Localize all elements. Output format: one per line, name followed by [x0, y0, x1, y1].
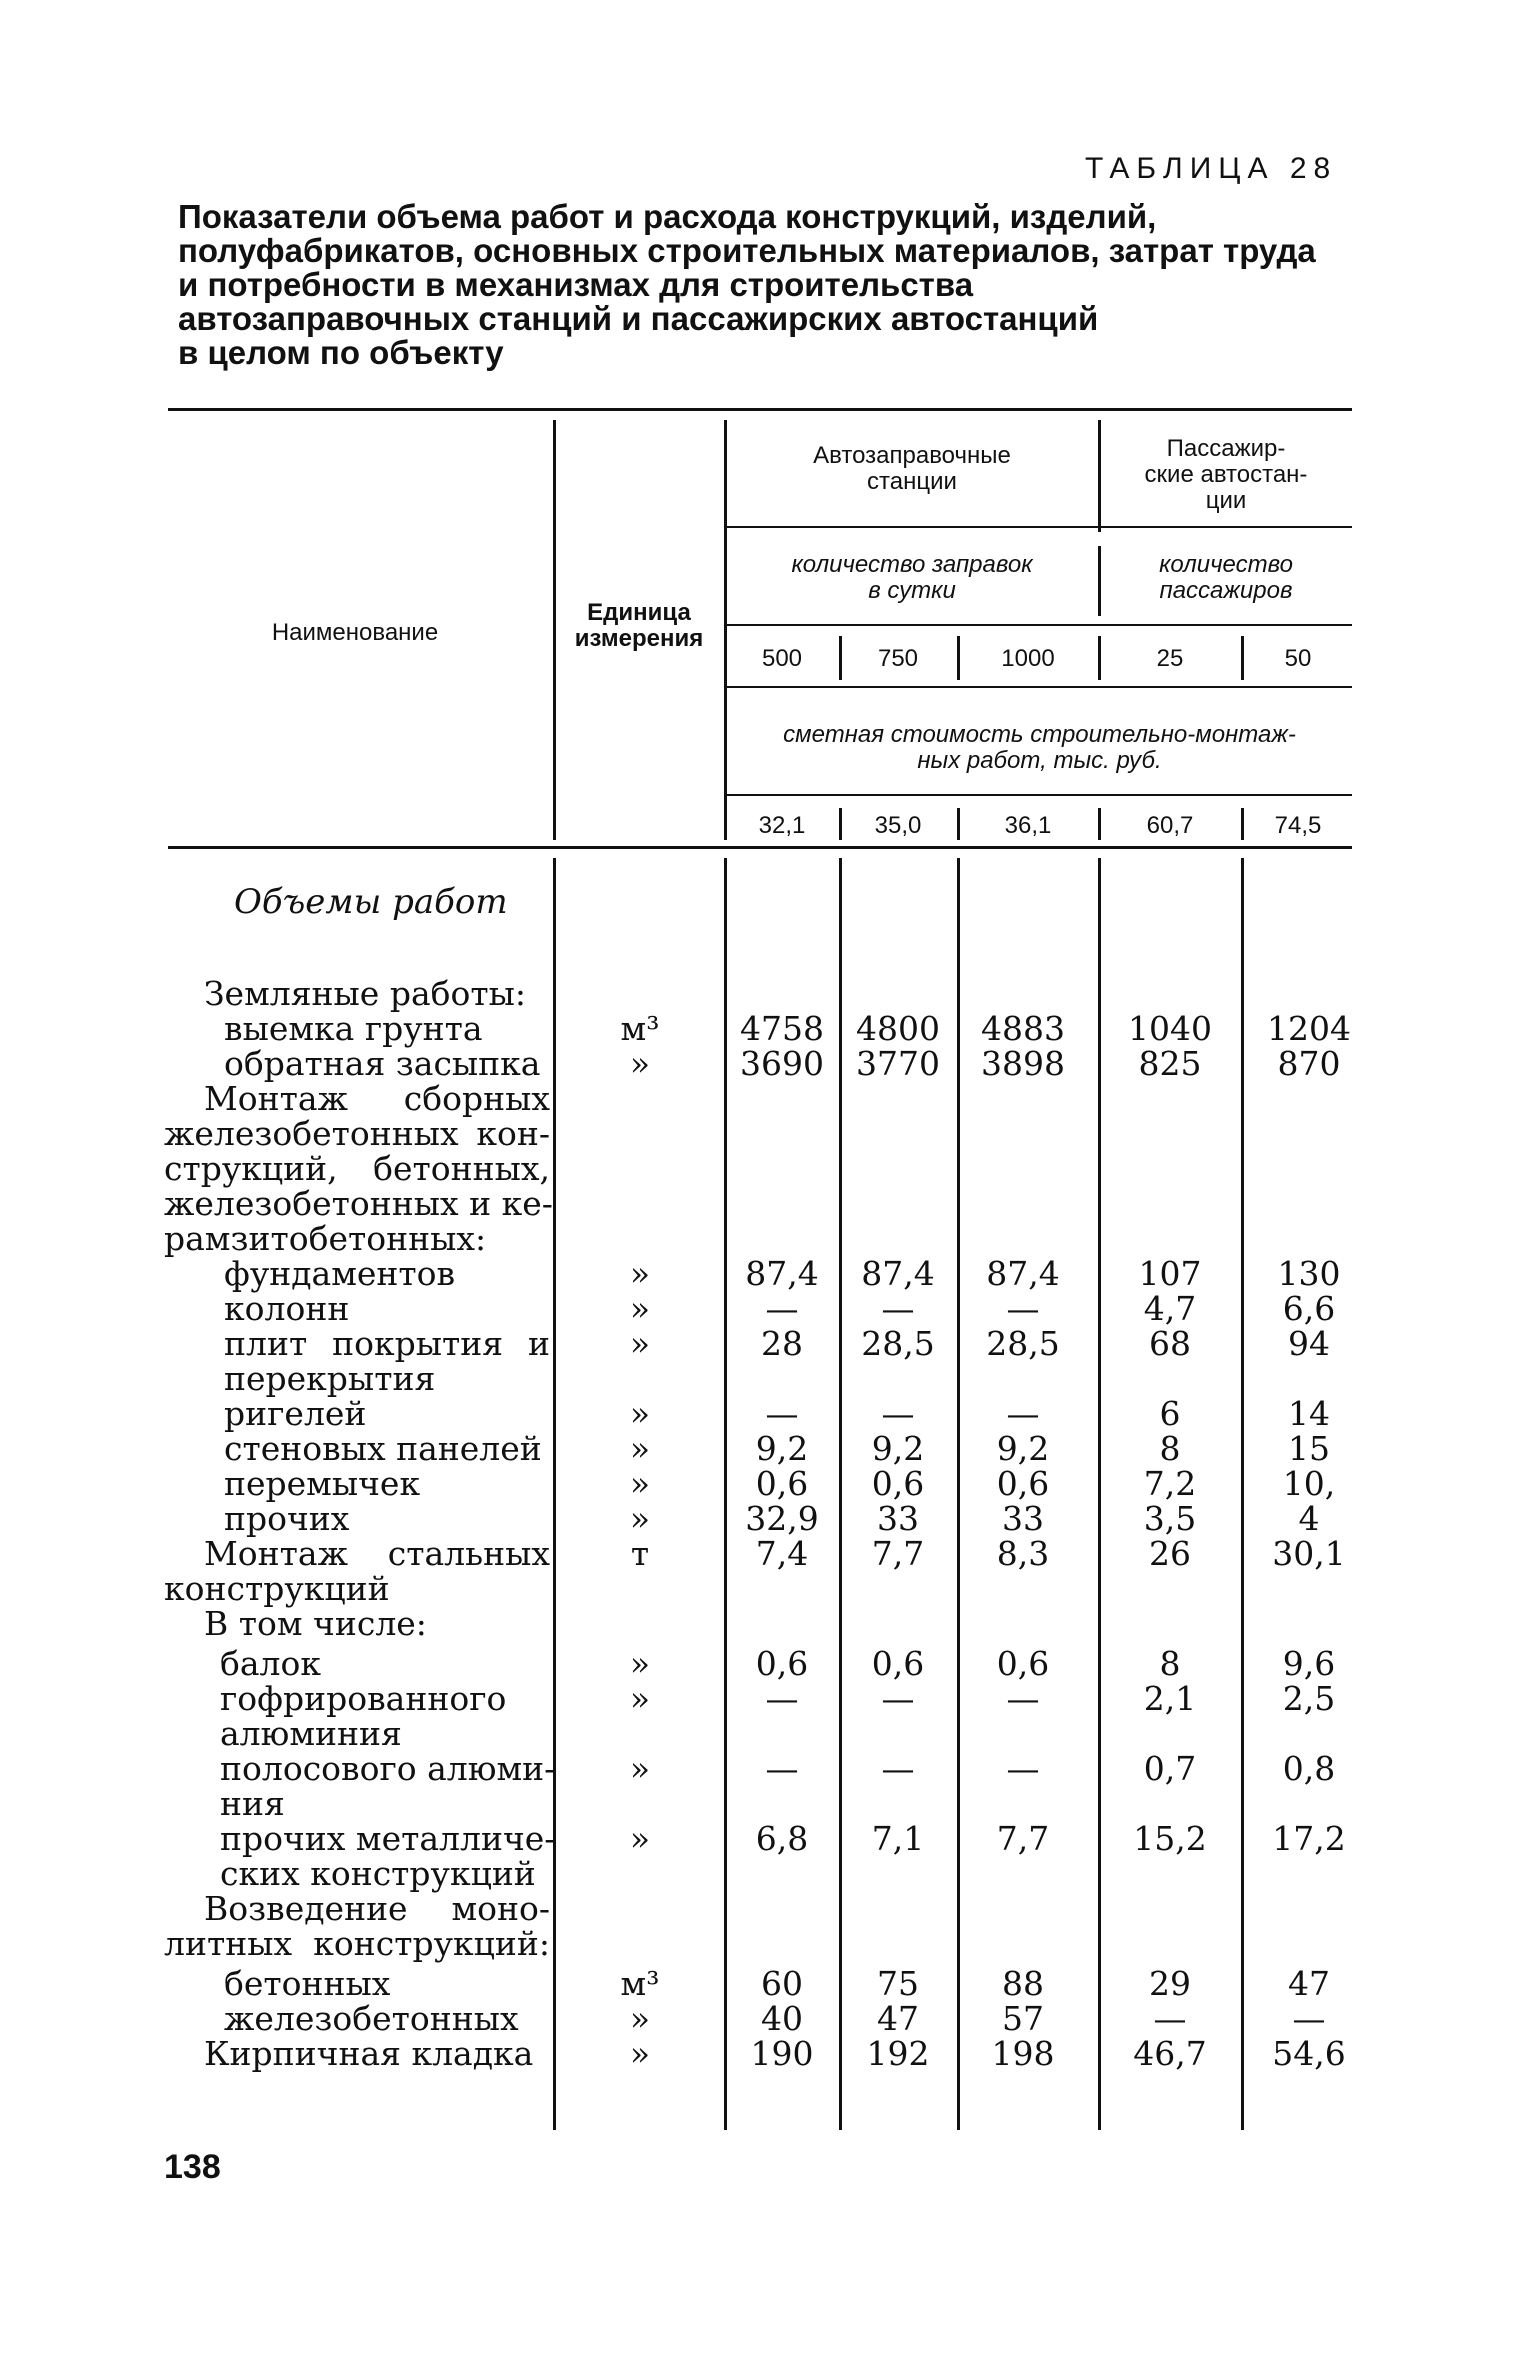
row-value: 198	[991, 2034, 1055, 2073]
table-row	[0, 1151, 1535, 1187]
row-unit: »	[629, 1819, 651, 1858]
header-sub-line: количество заправок	[791, 551, 1033, 578]
row-value: —	[765, 1679, 799, 1718]
row-value: 28	[761, 1324, 803, 1363]
header-cost-500: 32,1	[758, 812, 806, 839]
table-row	[0, 1501, 1535, 1537]
row-value: 0,8	[1282, 1749, 1336, 1788]
row-value: —	[1006, 1679, 1040, 1718]
row-unit: »	[629, 1289, 651, 1328]
table-row	[0, 1536, 1535, 1572]
row-name: прочих металличе-	[220, 1819, 556, 1858]
header-sub-line: в сутки	[868, 577, 956, 604]
table-row	[0, 1966, 1535, 2002]
page-number: 138	[164, 2148, 221, 2186]
row-value: 9,2	[996, 1429, 1050, 1468]
header-rule-2	[727, 624, 1352, 626]
row-name: железобетонных	[224, 1999, 519, 2038]
row-value: 4,7	[1143, 1289, 1197, 1328]
row-value: 54,6	[1272, 2034, 1346, 2073]
row-name: Монтаж стальных	[204, 1534, 550, 1573]
table-row	[0, 2001, 1535, 2037]
row-value: —	[1153, 1999, 1187, 2038]
row-unit: »	[629, 1499, 651, 1538]
header-unit-line: Единица	[587, 599, 691, 626]
header-size-750: 750	[877, 645, 919, 672]
row-value: 0,6	[996, 1464, 1050, 1503]
row-name: железобетонных кон-	[164, 1114, 550, 1153]
table-row	[0, 1396, 1535, 1432]
row-value: 32,9	[745, 1499, 819, 1538]
row-name: ригелей	[224, 1394, 367, 1433]
table-row	[0, 1751, 1535, 1787]
row-value: 94	[1288, 1324, 1330, 1363]
header-group-line: ские автостан-	[1144, 461, 1308, 488]
row-unit: »	[629, 2034, 651, 2073]
row-value: 9,6	[1282, 1644, 1336, 1683]
row-value: 0,6	[871, 1464, 925, 1503]
row-value: 8	[1159, 1644, 1181, 1683]
row-value: 870	[1277, 1044, 1341, 1083]
table-caption	[178, 200, 1378, 370]
row-value: 57	[1002, 1999, 1044, 2038]
row-value: 107	[1138, 1254, 1202, 1293]
row-name: железобетонных и ке-	[164, 1184, 553, 1223]
header-sub-line: количество	[1159, 551, 1293, 578]
header-size-500: 500	[761, 645, 803, 672]
row-value: 47	[1288, 1964, 1330, 2003]
header-bottom-rule	[168, 846, 1352, 849]
row-value: 33	[877, 1499, 919, 1538]
row-unit: »	[629, 1644, 651, 1683]
row-value: 2,5	[1282, 1679, 1336, 1718]
row-value: 6	[1159, 1394, 1181, 1433]
header-size-25: 25	[1156, 645, 1184, 672]
header-sub-passengers	[1101, 552, 1351, 604]
table-row	[0, 1046, 1535, 1082]
row-value: 9,2	[755, 1429, 809, 1468]
table-row	[0, 1786, 1535, 1822]
row-value: 26	[1149, 1534, 1191, 1573]
row-value: —	[1006, 1394, 1040, 1433]
caption-line: и потребности в механизмах для строительства	[178, 266, 974, 303]
table-top-rule	[168, 408, 1352, 411]
row-name: конструкций	[164, 1569, 390, 1608]
table-row	[0, 1186, 1535, 1222]
row-value: 6,6	[1282, 1289, 1336, 1328]
table-row	[0, 1681, 1535, 1717]
row-name: перекрытия	[224, 1359, 436, 1398]
row-value: 87,4	[745, 1254, 819, 1293]
row-value: 3770	[856, 1044, 940, 1083]
row-value: 7,1	[871, 1819, 925, 1858]
row-value: —	[765, 1394, 799, 1433]
caption-line: полуфабрикатов, основных строительных материалов, затрат труда	[178, 232, 1316, 269]
table-row	[0, 1821, 1535, 1857]
row-unit: м³	[620, 1009, 660, 1048]
header-cost-50: 74,5	[1274, 812, 1322, 839]
row-value: 68	[1149, 1324, 1191, 1363]
header-group-fuel-stations	[727, 443, 1097, 495]
row-value: 3690	[740, 1044, 824, 1083]
header-cost-line: ных работ, тыс. руб.	[917, 747, 1162, 774]
row-value: 192	[866, 2034, 930, 2073]
row-name: гофрированного	[220, 1679, 507, 1718]
row-value: 3898	[981, 1044, 1065, 1083]
row-unit: т	[630, 1534, 650, 1573]
row-value: 17,2	[1272, 1819, 1346, 1858]
row-value: 40	[761, 1999, 803, 2038]
row-value: 0,6	[755, 1464, 809, 1503]
row-value: 47	[877, 1999, 919, 2038]
row-value: 7,7	[871, 1534, 925, 1573]
row-value: 46,7	[1133, 2034, 1207, 2073]
row-value: 0,6	[755, 1644, 809, 1683]
row-value: —	[1292, 1999, 1326, 2038]
row-value: —	[881, 1749, 915, 1788]
row-value: 0,7	[1143, 1749, 1197, 1788]
header-rule-3	[727, 686, 1352, 688]
row-name: полосового алюми-	[220, 1749, 556, 1788]
table-row	[0, 1326, 1535, 1362]
row-unit: м³	[620, 1964, 660, 2003]
table-row	[0, 1891, 1535, 1927]
header-group-bus-stations	[1101, 436, 1351, 514]
row-name: алюминия	[220, 1714, 402, 1753]
row-name: ния	[220, 1784, 285, 1823]
header-name-col: Наименование	[271, 619, 439, 646]
row-value: 9,2	[871, 1429, 925, 1468]
header-size-1000: 1000	[1001, 645, 1055, 672]
row-name: колонн	[224, 1289, 350, 1328]
row-unit: »	[629, 1429, 651, 1468]
row-name: плит покрытия и	[224, 1324, 550, 1363]
table-row	[0, 1256, 1535, 1292]
table-row	[0, 976, 1535, 1012]
row-value: 0,6	[871, 1644, 925, 1683]
row-unit: »	[629, 1324, 651, 1363]
row-value: 825	[1138, 1044, 1202, 1083]
row-value: —	[881, 1394, 915, 1433]
row-value: —	[881, 1679, 915, 1718]
row-value: 0,6	[996, 1644, 1050, 1683]
header-cost-1000: 36,1	[1004, 812, 1052, 839]
row-value: —	[1006, 1749, 1040, 1788]
row-value: —	[881, 1289, 915, 1328]
table-row	[0, 1571, 1535, 1607]
row-value: 88	[1002, 1964, 1044, 2003]
row-name: струкций, бетонных,	[164, 1149, 550, 1188]
row-value: 29	[1149, 1964, 1191, 2003]
row-unit: »	[629, 1999, 651, 2038]
row-value: 87,4	[986, 1254, 1060, 1293]
section-title: Объемы работ	[234, 882, 508, 922]
row-name: Возведение моно-	[204, 1889, 550, 1928]
row-value: 33	[1002, 1499, 1044, 1538]
row-unit: »	[629, 1394, 651, 1433]
row-value: 4800	[856, 1009, 940, 1048]
table-row	[0, 1361, 1535, 1397]
row-unit: »	[629, 1254, 651, 1293]
table-row	[0, 1011, 1535, 1047]
row-value: 4883	[981, 1009, 1065, 1048]
header-rule-4	[727, 794, 1352, 796]
table-row	[0, 1431, 1535, 1467]
row-value: 75	[877, 1964, 919, 2003]
header-group-line: Пассажир-	[1166, 435, 1286, 462]
row-name: ских конструкций	[220, 1854, 536, 1893]
row-name: В том числе:	[204, 1604, 427, 1643]
row-value: —	[1006, 1289, 1040, 1328]
row-name: Монтаж сборных	[204, 1079, 550, 1118]
header-cost-line: сметная стоимость строительно-монтаж-	[783, 721, 1296, 748]
row-unit: »	[629, 1679, 651, 1718]
header-group-line: Автозаправочные	[813, 442, 1011, 469]
header-rule-1	[727, 526, 1352, 528]
table-row	[0, 1081, 1535, 1117]
header-group-line: ции	[1205, 487, 1247, 514]
row-name: Земляные работы:	[204, 974, 526, 1013]
row-value: 28,5	[986, 1324, 1060, 1363]
row-value: 7,4	[755, 1534, 809, 1573]
row-value: —	[765, 1749, 799, 1788]
table-row	[0, 1116, 1535, 1152]
row-name: балок	[220, 1644, 321, 1683]
row-value: 4	[1298, 1499, 1320, 1538]
table-row	[0, 1466, 1535, 1502]
row-value: 28,5	[861, 1324, 935, 1363]
row-value: 1040	[1128, 1009, 1212, 1048]
caption-line: автозаправочных станций и пассажирских автостанций	[178, 300, 1099, 337]
row-value: —	[765, 1289, 799, 1328]
row-value: 2,1	[1143, 1679, 1197, 1718]
row-unit: »	[629, 1044, 651, 1083]
header-unit-col	[556, 600, 722, 652]
row-value: 7,7	[996, 1819, 1050, 1858]
row-name: бетонных	[224, 1964, 391, 2003]
row-name: обратная засыпка	[224, 1044, 541, 1083]
row-value: 87,4	[861, 1254, 935, 1293]
table-row	[0, 1221, 1535, 1257]
header-unit-line: измерения	[574, 625, 704, 652]
header-cost-25: 60,7	[1146, 812, 1194, 839]
header-cost-750: 35,0	[874, 812, 922, 839]
row-value: 7,2	[1143, 1464, 1197, 1503]
table-row	[0, 1606, 1535, 1642]
table-label: ТАБЛИЦА 28	[1085, 152, 1338, 185]
row-value: 14	[1288, 1394, 1330, 1433]
row-value: 15	[1288, 1429, 1330, 1468]
row-name: прочих	[224, 1499, 350, 1538]
header-cost-label	[727, 722, 1352, 774]
row-value: 8,3	[996, 1534, 1050, 1573]
row-value: 30,1	[1272, 1534, 1346, 1573]
header-sub-line: пассажиров	[1159, 577, 1293, 604]
header-group-line: станции	[867, 468, 957, 495]
table-row	[0, 2036, 1535, 2072]
table-row	[0, 1646, 1535, 1682]
row-name: Кирпичная кладка	[204, 2034, 534, 2073]
row-value: 130	[1277, 1254, 1341, 1293]
table-row	[0, 1856, 1535, 1892]
row-name: перемычек	[224, 1464, 421, 1503]
row-unit: »	[629, 1749, 651, 1788]
row-value: 60	[761, 1964, 803, 2003]
caption-line: в целом по объекту	[178, 334, 504, 371]
row-name: рамзитобетонных:	[164, 1219, 487, 1258]
row-value: 8	[1159, 1429, 1181, 1468]
table-row	[0, 1716, 1535, 1752]
table-row	[0, 1926, 1535, 1962]
row-value: 3,5	[1143, 1499, 1197, 1538]
header-size-50: 50	[1284, 645, 1312, 672]
table-row	[0, 1291, 1535, 1327]
row-value: 10,	[1282, 1464, 1336, 1503]
header-sub-refuels	[727, 552, 1097, 604]
row-name: фундаментов	[224, 1254, 456, 1293]
row-value: 190	[750, 2034, 814, 2073]
row-name: литных конструкций:	[164, 1924, 550, 1963]
row-value: 15,2	[1133, 1819, 1207, 1858]
row-value: 1204	[1267, 1009, 1351, 1048]
row-value: 6,8	[755, 1819, 809, 1858]
row-name: выемка грунта	[224, 1009, 483, 1048]
row-name: стеновых панелей	[224, 1429, 542, 1468]
caption-line: Показатели объема работ и расхода конструкций, изделий,	[178, 198, 1157, 235]
row-unit: »	[629, 1464, 651, 1503]
row-value: 4758	[740, 1009, 824, 1048]
